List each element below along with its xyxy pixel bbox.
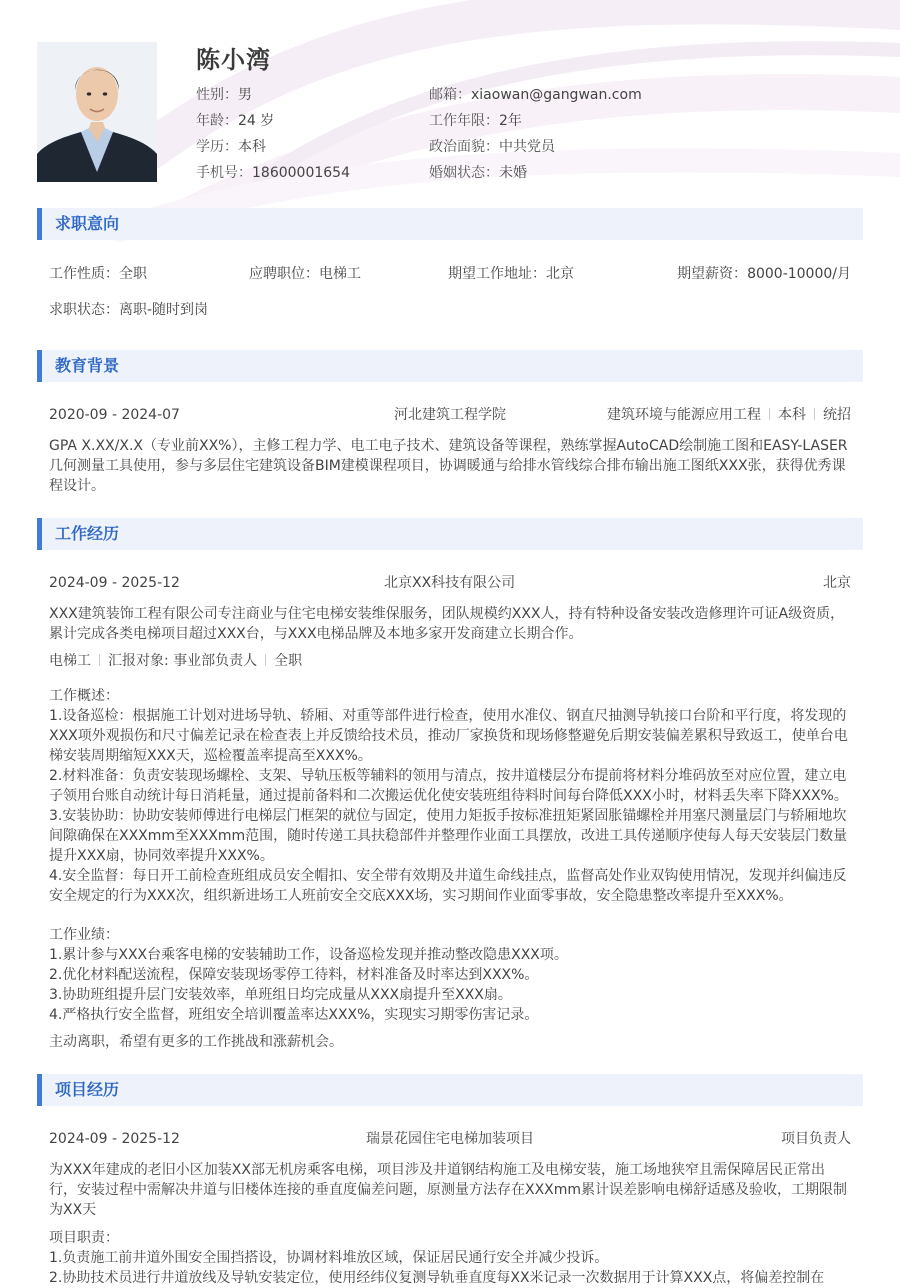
- education-entry-header: [49, 405, 851, 425]
- gender-row: 性别：男: [196, 87, 252, 103]
- years-value: 2年: [499, 113, 522, 129]
- section-accent-bar: [37, 1074, 42, 1106]
- work-tags: [49, 651, 851, 671]
- education-value: 本科: [238, 139, 266, 155]
- duty-item: 2.协助技术员进行井道放线及导轨安装定位，使用经纬仪复测导轨垂直度每XX米记录一次数据用于计算XXX点，将偏差控制在: [49, 1270, 825, 1286]
- company-description: XXX建筑装饰工程有限公司专注商业与住宅电梯安装维保服务，团队规模约XXX人，持有特种设备安装改造修理许可证A级资质，累计完成各类电梯项目超过XXX台，与XXX电梯品牌及本地多家开发商建立长期合作。: [49, 606, 845, 642]
- section-title: 教育背景: [55, 356, 120, 375]
- phone-value: 18600001654: [252, 165, 350, 181]
- achievement-item: 2.优化材料配送流程，保障安装现场零停工待料，材料准备及时率达到XXX%。: [49, 967, 539, 983]
- work-achievements: [49, 925, 851, 1025]
- work-entry-header: [49, 573, 851, 593]
- phone-row: 手机号：18600001654: [196, 165, 350, 181]
- achievement-item: 4.严格执行安全监督，班组安全培训覆盖率达XXX%，实现实习期零伤害记录。: [49, 1007, 539, 1023]
- marital-value: 未婚: [499, 165, 527, 181]
- duties-label: 项目职责：: [49, 1230, 119, 1246]
- leave-reason: 主动离职，希望有更多的工作挑战和涨薪机会。: [49, 1034, 343, 1050]
- politics-value: 中共党员: [499, 139, 555, 155]
- education-description: GPA X.XX/X.X（专业前XX%），主修工程力学、电工电子技术、建筑设备等课程，熟练掌握AutoCAD绘制施工图和EASY-LASER几何测量工具使用，参与多层住宅建筑设备BIM建模课程项目，协调暖通与给排水管线综合排布输出施工图纸XXX张，获得优秀课程设计。: [49, 438, 848, 494]
- work-role: 电梯工: [49, 653, 91, 669]
- politics-row: 政治面貌：中共党员: [429, 139, 555, 155]
- candidate-name: 陈小湾: [196, 46, 271, 74]
- section-education-header: [37, 350, 863, 382]
- achievement-item: 1.累计参与XXX台乘客电梯的安装辅助工作，设备巡检发现并推动整改隐患XXX项。: [49, 947, 568, 963]
- project-entry-header: [49, 1129, 851, 1149]
- age-value: 24 岁: [238, 113, 275, 129]
- education-date: 2020-09 - 2024-07: [49, 407, 180, 423]
- work-date: 2024-09 - 2025-12: [49, 575, 180, 591]
- project-description: 为XXX年建成的老旧小区加装XX部无机房乘客电梯，项目涉及井道钢结构施工及电梯安装，施工场地狭窄且需保障居民正常出行，安装过程中需解决井道与旧楼体连接的垂直度偏差问题，原测量方法存在XXXmm累计误差影响电梯舒适感及验收，工期限制为XX天: [49, 1162, 848, 1218]
- section-work-header: [37, 518, 863, 550]
- personal-info-right: [429, 82, 642, 186]
- section-title: 求职意向: [55, 214, 120, 233]
- study-mode: 统招: [823, 407, 851, 423]
- degree: 本科: [778, 407, 806, 423]
- marital-row: 婚姻状态：未婚: [429, 165, 527, 181]
- project-date: 2024-09 - 2025-12: [49, 1131, 180, 1147]
- work-city: 北京: [823, 575, 851, 591]
- gender-value: 男: [238, 87, 252, 103]
- overview-label: 工作概述：: [49, 688, 119, 704]
- education-row: 学历：本科: [196, 139, 266, 155]
- education-major-degree: [607, 405, 851, 425]
- achievements-label: 工作业绩：: [49, 927, 119, 943]
- duty-item: 1.负责施工前井道外围安全围挡搭设，协调材料堆放区域，保证居民通行安全并减少投诉。: [49, 1250, 609, 1266]
- divider: [814, 408, 815, 420]
- divider: [769, 408, 770, 420]
- email-row: 邮箱：xiaowan@gangwan.com: [429, 87, 642, 103]
- divider: [265, 654, 266, 666]
- intent-position: 应聘职位：电梯工: [249, 266, 361, 282]
- intent-status: 求职状态：离职-随时到岗: [49, 302, 209, 318]
- overview-item: 4.安全监督：每日开工前检查班组成员安全帽扣、安全带有效期及井道生命线挂点，监督高处作业双钩使用情况，发现并纠偏违反安全规定的行为XXX次，组织新进场工人班前安全交底XXX场，实习期间作业面零事故，安全隐患整改率提升至XXX%。: [49, 868, 847, 904]
- overview-item: 1.设备巡检：根据施工计划对进场导轨、轿厢、对重等部件进行检查，使用水准仪、钢直尺抽测导轨接口台阶和平行度，将发现的XXX项外观损伤和尺寸偏差记录在检查表上并反馈给技术员，推动厂家换货和现场修整避免后期安装偏差累积导致返工，使单台电梯安装周期缩短XXX天，巡检覆盖率提高至XXX%。: [49, 708, 848, 764]
- portrait-image: [37, 42, 157, 182]
- email-value[interactable]: xiaowan@gangwan.com: [471, 87, 642, 103]
- intent-salary: 期望薪资：8000-10000/月: [677, 266, 851, 282]
- achievement-item: 3.协助班组提升层门安装效率，单班组日均完成量从XXX扇提升至XXX扇。: [49, 987, 512, 1003]
- divider: [99, 654, 100, 666]
- major: 建筑环境与能源应用工程: [607, 407, 761, 423]
- section-accent-bar: [37, 518, 42, 550]
- work-type: 全职: [274, 653, 303, 669]
- personal-info-left: [196, 82, 350, 186]
- project-duties: [49, 1228, 851, 1288]
- section-project-header: [37, 1074, 863, 1106]
- years-row: 工作年限：2年: [429, 113, 522, 129]
- section-accent-bar: [37, 350, 42, 382]
- intent-type: 工作性质：全职: [49, 266, 147, 282]
- project-name: 瑞景花园住宅电梯加装项目: [366, 1131, 534, 1147]
- school-name: 河北建筑工程学院: [394, 407, 506, 423]
- age-row: 年龄：24 岁: [196, 113, 275, 129]
- company-name: 北京XX科技有限公司: [384, 575, 516, 591]
- overview-item: 2.材料准备：负责安装现场螺栓、支架、导轨压板等辅料的领用与清点，按井道楼层分布提前将材料分堆码放至对应位置，建立电子领用台账自动统计每日消耗量，通过提前备料和二次搬运优化使安装班组待料时间每台降低XXX小时，材料丢失率下降XXX%。: [49, 768, 848, 804]
- section-title: 项目经历: [55, 1080, 120, 1099]
- work-report: 汇报对象: 事业部负责人: [108, 653, 258, 669]
- project-role: 项目负责人: [781, 1131, 851, 1147]
- section-intent-header: [37, 208, 863, 240]
- intent-location: 期望工作地址：北京: [448, 266, 574, 282]
- section-accent-bar: [37, 208, 42, 240]
- section-title: 工作经历: [55, 524, 120, 543]
- work-overview: [49, 686, 851, 906]
- avatar: [37, 42, 157, 182]
- overview-item: 3.安装协助：协助安装师傅进行电梯层门框架的就位与固定，使用力矩扳手按标准扭矩紧固胀锚螺栓并用塞尺测量层门与轿厢地坎间隙确保在XXXmm至XXXmm范围，随时传递工具扶稳部件并整理作业面工具摆放，改进工具传递顺序使每人每天安装层门数量提升XXX扇，协同效率提升XXX%。: [49, 808, 848, 864]
